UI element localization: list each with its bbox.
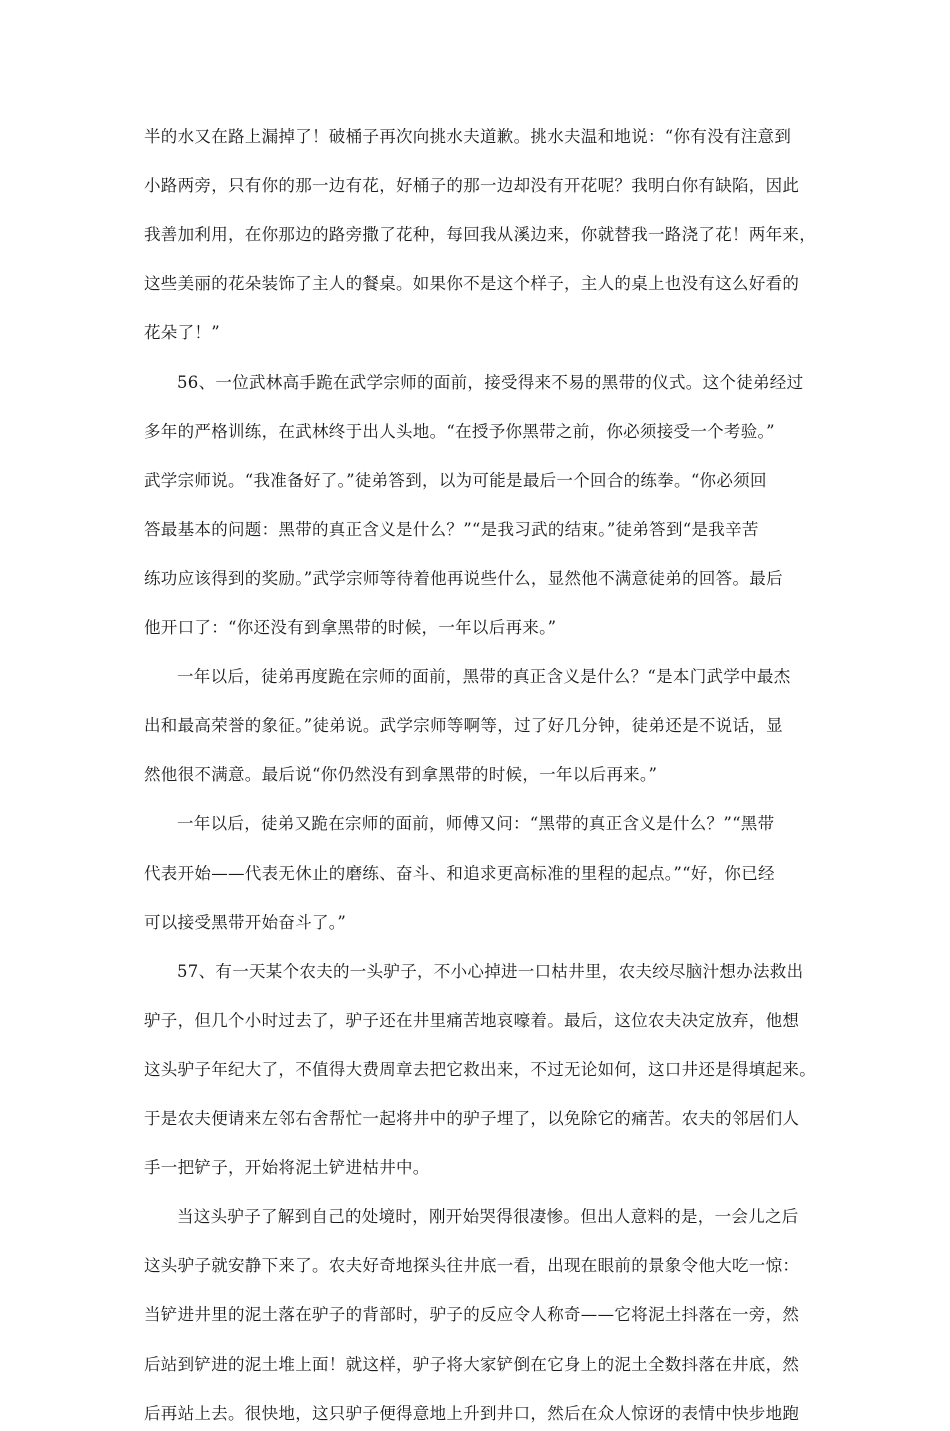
text-line: 小路两旁，只有你的那一边有花，好桶子的那一边却没有开花呢？我明白你有缺陷，因此 — [144, 176, 800, 196]
paragraph-first-line: 一年以后，徒弟又跪在宗师的面前，师傅又问：“黑带的真正含义是什么？”“黑带 — [177, 814, 775, 834]
text-line: 他开口了：“你还没有到拿黑带的时候，一年以后再来。” — [144, 618, 557, 637]
text-line: 后再站上去。很快地，这只驴子便得意地上升到井口，然后在众人惊讶的表情中快步地跑 — [144, 1403, 800, 1423]
paragraph-first-line: 一年以后，徒弟再度跪在宗师的面前，黑带的真正含义是什么？“是本门武学中最杰 — [177, 667, 791, 687]
text-line: 后站到铲进的泥土堆上面！就这样，驴子将大家铲倒在它身上的泥土全数抖落在井底，然 — [144, 1354, 800, 1374]
text-line: 这头驴子年纪大了，不值得大费周章去把它救出来，不过无论如何，这口井还是得填起来。 — [144, 1059, 816, 1079]
text-line: 这头驴子就安静下来了。农夫好奇地探头往井底一看，出现在眼前的景象令他大吃一惊： — [144, 1256, 800, 1276]
text-line: 练功应该得到的奖励。”武学宗师等待着他再说些什么，显然他不满意徒弟的回答。最后 — [144, 568, 783, 588]
text-line: 出和最高荣誉的象征。”徒弟说。武学宗师等啊等，过了好几分钟，徒弟还是不说话，显 — [144, 716, 783, 736]
text-line: 于是农夫便请来左邻右舍帮忙一起将井中的驴子埋了，以免除它的痛苦。农夫的邻居们人 — [144, 1109, 800, 1128]
text-line: 武学宗师说。“我准备好了。”徒弟答到，以为可能是最后一个回合的练拳。“你必须回 — [144, 470, 767, 490]
text-line: 然他很不满意。最后说“你仍然没有到拿黑带的时候，一年以后再来。” — [144, 765, 658, 785]
text-line: 半的水又在路上漏掉了！破桶子再次向挑水夫道歉。挑水夫温和地说：“你有没有注意到 — [144, 127, 792, 146]
text-line: 花朵了！” — [144, 323, 220, 343]
text-line: 答最基本的问题：黑带的真正含义是什么？”“是我习武的结束。”徒弟答到“是我辛苦 — [144, 519, 759, 539]
text-line: 驴子，但几个小时过去了，驴子还在井里痛苦地哀嚎着。最后，这位农夫决定放弃，他想 — [144, 1010, 800, 1030]
text-line: 我善加利用，在你那边的路旁撒了花种，每回我从溪边来，你就替我一路浇了花！两年来， — [144, 225, 816, 245]
text-line: 手一把铲子，开始将泥土铲进枯井中。 — [144, 1158, 430, 1178]
text-line: 可以接受黑带开始奋斗了。” — [144, 912, 347, 932]
text-line: 代表开始——代表无休止的磨练、奋斗、和追求更高标准的里程的起点。”“好，你已经 — [144, 863, 775, 883]
text-line: 多年的严格训练，在武林终于出人头地。“在授予你黑带之前，你必须接受一个考验。” — [144, 421, 775, 441]
paragraph-first-line: 当这头驴子了解到自己的处境时，刚开始哭得很凄惨。但出人意料的是，一会儿之后 — [177, 1207, 799, 1227]
paragraph-first-line: 57、有一天某个农夫的一头驴子，不小心掉进一口枯井里，农夫绞尽脑汁想办法救出 — [177, 961, 804, 981]
text-line: 这些美丽的花朵装饰了主人的餐桌。如果你不是这个样子，主人的桌上也没有这么好看的 — [144, 274, 800, 294]
paragraph-first-line: 56、一位武林高手跪在武学宗师的面前，接受得来不易的黑带的仪式。这个徒弟经过 — [177, 372, 804, 392]
text-line: 当铲进井里的泥土落在驴子的背部时，驴子的反应令人称奇——它将泥土抖落在一旁，然 — [144, 1305, 800, 1325]
